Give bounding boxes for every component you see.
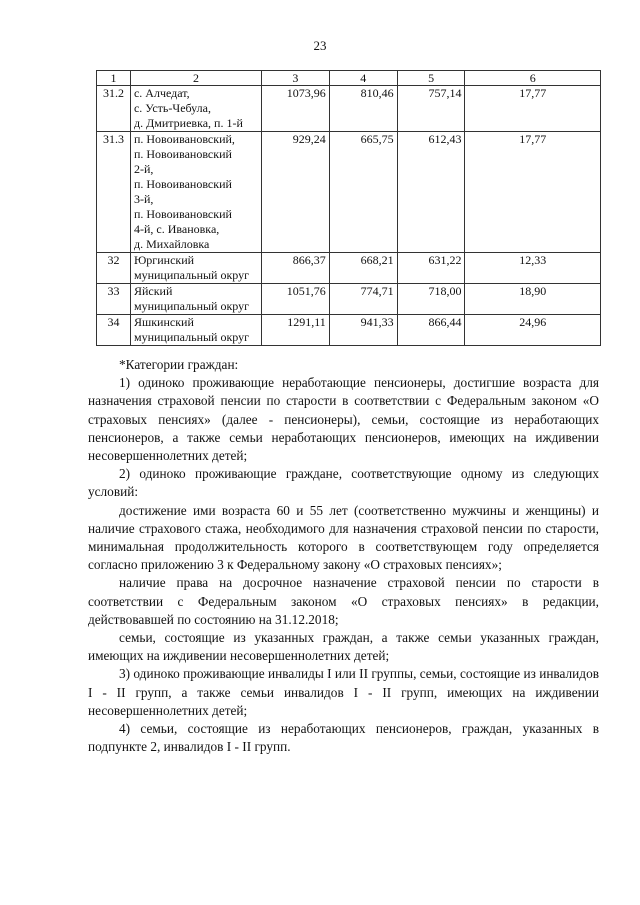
- table-row: [97, 315, 601, 346]
- territory-name-cell: [130, 284, 261, 315]
- value-cell-c4: 774,71: [329, 284, 397, 315]
- notes-paragraph: 4) семьи, состоящие из неработающих пенсионеров, граждан, указанных в подпункте 2, инвалидов I - II групп.: [88, 721, 599, 755]
- territory-name-line: муниципальный округ: [133, 299, 250, 313]
- notes-section: [88, 356, 599, 756]
- territory-name-line: д. Михайловка: [133, 237, 210, 251]
- territory-name-line: п. Новоивановский,: [133, 132, 235, 146]
- territory-name-line: 4-й, с. Ивановка,: [133, 222, 220, 236]
- notes-heading: *Категории граждан:: [119, 357, 239, 372]
- notes-paragraph: 2) одиноко проживающие граждане, соответствующие одному из следующих условий:: [88, 466, 599, 500]
- territory-name-line: муниципальный округ: [133, 330, 250, 344]
- column-header: 5: [397, 71, 465, 86]
- table-row: [97, 86, 601, 132]
- territory-name-line: Яшкинский: [133, 315, 194, 329]
- value-cell-c6: 17,77: [465, 132, 601, 253]
- value-cell-c3: 1073,96: [261, 86, 329, 132]
- table-body: [97, 86, 601, 346]
- value-cell-c4: 810,46: [329, 86, 397, 132]
- table-row: [97, 284, 601, 315]
- row-number-cell: 34: [97, 315, 131, 346]
- page-number: 23: [313, 38, 327, 53]
- notes-paragraph: 3) одиноко проживающие инвалиды I или II группы, семьи, состоящие из инвалидов I - II групп, а также семьи инвалидов I - II групп, имеющих на иждивении несовершеннолетних детей;: [88, 666, 599, 718]
- territory-name-line: с. Алчедат,: [133, 86, 190, 100]
- notes-paragraph: наличие права на досрочное назначение страховой пенсии по старости в соответствии с Федеральным законом «О страховых пенсиях» в редакции, действовавшей по состоянию на 31.12.2018;: [88, 575, 599, 627]
- row-number-cell: 32: [97, 253, 131, 284]
- territory-name-line: д. Дмитриевка, п. 1-й: [133, 116, 243, 130]
- territory-name-line: п. Новоивановский: [133, 147, 232, 161]
- column-header: 3: [261, 71, 329, 86]
- territory-name-cell: [130, 86, 261, 132]
- territory-name-line: п. Новоивановский: [133, 207, 232, 221]
- value-cell-c4: 665,75: [329, 132, 397, 253]
- column-header: 2: [130, 71, 261, 86]
- territory-name-line: п. Новоивановский: [133, 177, 232, 191]
- table-row: [97, 253, 601, 284]
- value-cell-c4: 668,21: [329, 253, 397, 284]
- column-header: 4: [329, 71, 397, 86]
- row-number-cell: 33: [97, 284, 131, 315]
- value-cell-c5: 718,00: [397, 284, 465, 315]
- value-cell-c5: 612,43: [397, 132, 465, 253]
- notes-paragraph: семьи, состоящие из указанных граждан, а также семьи указанных граждан, имеющих на иждивении несовершеннолетних детей;: [88, 630, 599, 664]
- territory-name-cell: [130, 132, 261, 253]
- territory-name-line: муниципальный округ: [133, 268, 250, 282]
- territory-name-cell: [130, 253, 261, 284]
- value-cell-c3: 866,37: [261, 253, 329, 284]
- territory-name-line: 2-й,: [133, 162, 154, 176]
- territory-name-line: Яйский: [133, 284, 173, 298]
- value-cell-c5: 757,14: [397, 86, 465, 132]
- table-row: [97, 132, 601, 253]
- value-cell-c6: 24,96: [465, 315, 601, 346]
- value-cell-c6: 12,33: [465, 253, 601, 284]
- notes-paragraph: достижение ими возраста 60 и 55 лет (соответственно мужчины и женщины) и наличие страхового стажа, необходимого для назначения страховой пенсии по старости, минимальная продолжительность которого в соответствующем году определяется согласно приложению 3 к Федеральному закону «О страховых пенсиях»;: [88, 502, 599, 573]
- territory-name-line: Юргинский: [133, 253, 195, 267]
- notes-paragraph: 1) одиноко проживающие неработающие пенсионеры, достигшие возраста для назначения страховой пенсии по старости в соответствии с Федеральным законом «О страховых пенсиях» (далее - пенсионеры), семьи, состоящие из неработающих пенсионеров, а также семьи неработающих пенсионеров, имеющих на иждивении несовершеннолетних детей;: [88, 375, 599, 464]
- territory-name-line: 3-й,: [133, 192, 154, 206]
- tariff-table: [96, 70, 601, 346]
- territory-name-line: с. Усть-Чебула,: [133, 101, 211, 115]
- territory-name-cell: [130, 315, 261, 346]
- row-number-cell: 31.2: [97, 86, 131, 132]
- value-cell-c3: 929,24: [261, 132, 329, 253]
- row-number-cell: 31.3: [97, 132, 131, 253]
- value-cell-c4: 941,33: [329, 315, 397, 346]
- value-cell-c6: 17,77: [465, 86, 601, 132]
- value-cell-c3: 1051,76: [261, 284, 329, 315]
- value-cell-c6: 18,90: [465, 284, 601, 315]
- table-header-row: [97, 71, 601, 86]
- column-header: 6: [465, 71, 601, 86]
- value-cell-c3: 1291,11: [261, 315, 329, 346]
- value-cell-c5: 866,44: [397, 315, 465, 346]
- column-header: 1: [97, 71, 131, 86]
- value-cell-c5: 631,22: [397, 253, 465, 284]
